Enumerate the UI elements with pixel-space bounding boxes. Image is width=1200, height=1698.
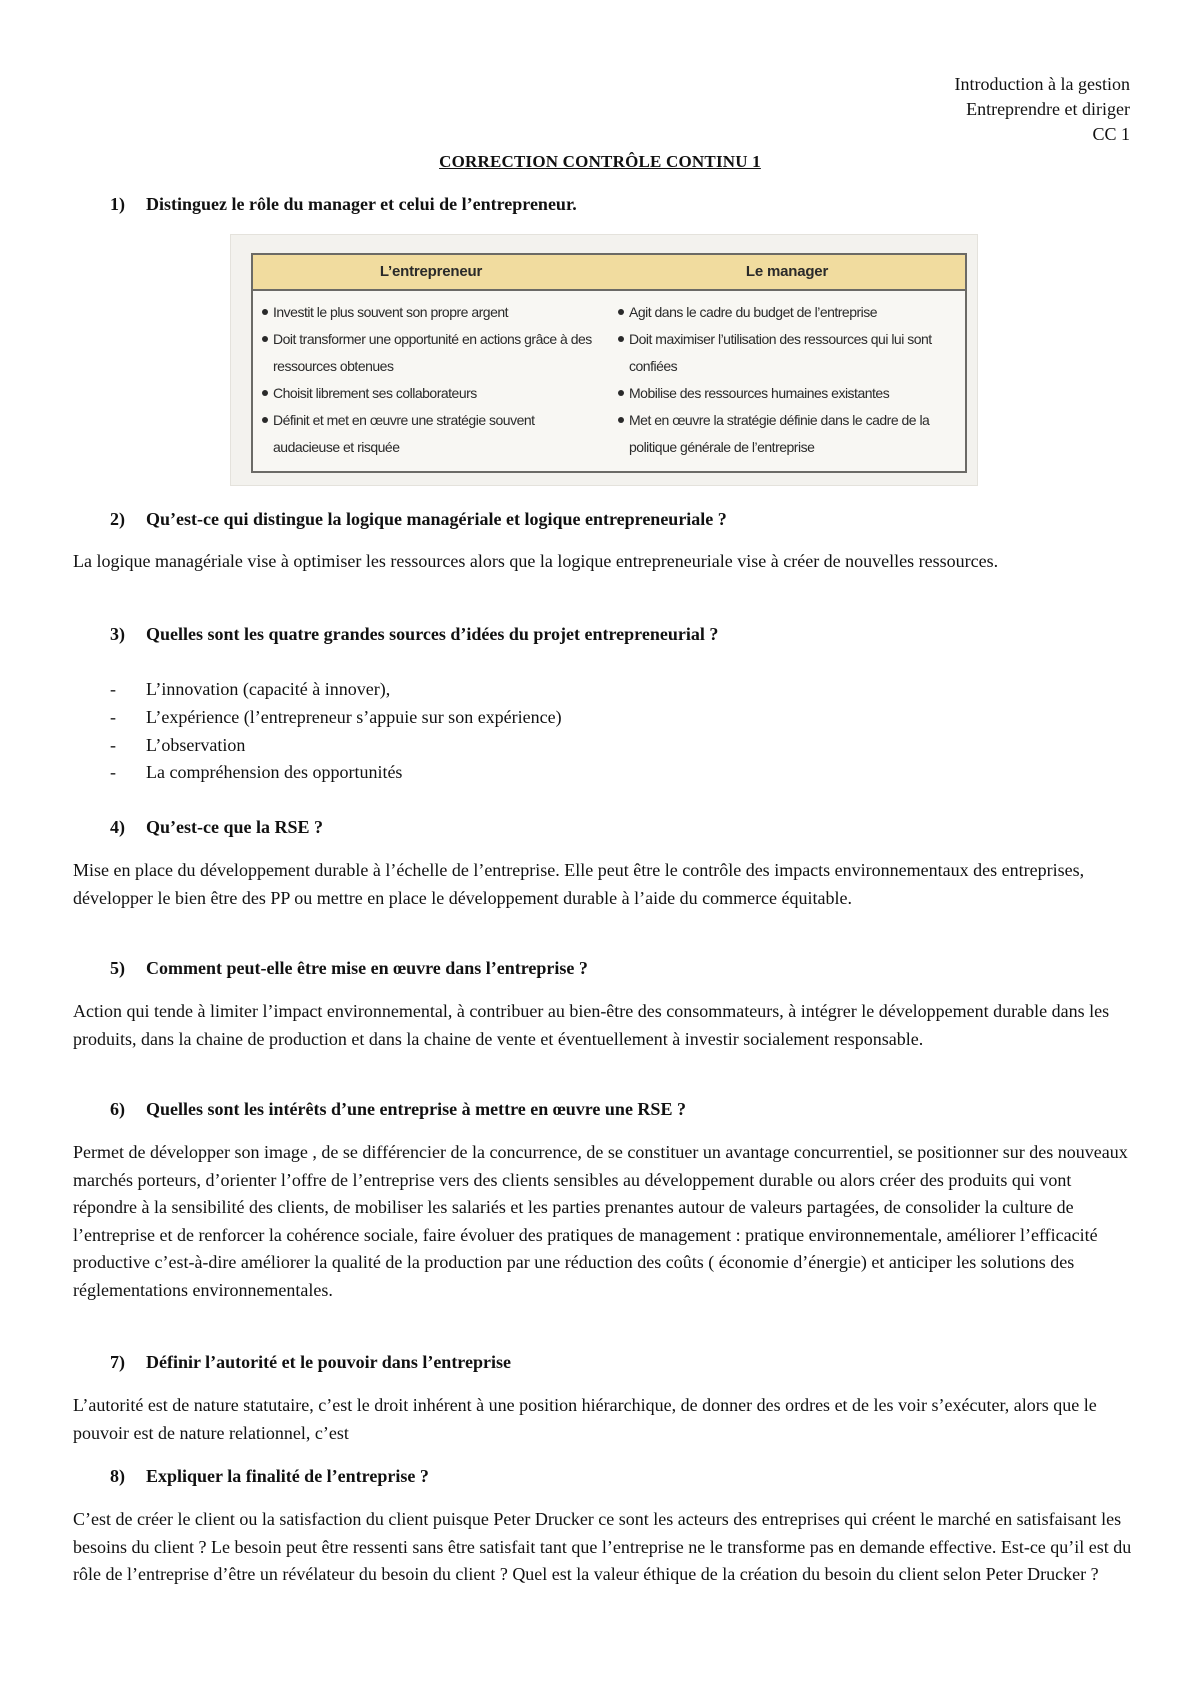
question-text: Comment peut-elle être mise en œuvre dans l’entreprise ? xyxy=(146,958,588,978)
table-header-manager: Le manager xyxy=(745,263,829,280)
list-dash: - xyxy=(110,762,116,783)
table-cell: Investit le plus souvent son propre argent xyxy=(261,299,603,326)
question-text: Expliquer la finalité de l’entreprise ? xyxy=(146,1466,429,1486)
list-item-text: L’expérience (l’entrepreneur s’appuie sur son expérience) xyxy=(146,706,562,727)
question-5 xyxy=(110,956,588,980)
question-text: Distinguez le rôle du manager et celui de l’entrepreneur. xyxy=(146,194,577,214)
question-number: 3) xyxy=(110,624,125,644)
question-2 xyxy=(110,507,727,531)
question-text: Quelles sont les quatre grandes sources d’idées du projet entrepreneurial ? xyxy=(146,624,719,644)
question-1 xyxy=(110,192,577,216)
list-item-text: La compréhension des opportunités xyxy=(146,762,403,783)
table-cell: Doit maximiser l’utilisation des ressources qui lui sont confiées xyxy=(617,326,959,380)
list-dash: - xyxy=(110,679,116,699)
table-cell: Mobilise des ressources humaines existantes xyxy=(617,380,959,407)
question-7 xyxy=(110,1350,511,1374)
table-cell: Met en œuvre la stratégie définie dans le cadre de la politique générale de l’entreprise xyxy=(617,407,959,461)
list-item xyxy=(110,676,562,704)
list-item xyxy=(110,759,562,787)
answer-2: La logique managériale vise à optimiser les ressources alors que la logique entrepreneuriale vise à créer de nouvelles ressources. xyxy=(73,551,999,571)
table-cell: Choisit librement ses collaborateurs xyxy=(261,380,603,407)
entrepreneur-column xyxy=(253,299,609,461)
list-item-text: L’observation xyxy=(146,734,246,755)
answer-3-list xyxy=(110,676,562,787)
question-number: 1) xyxy=(110,194,125,214)
table-header-entrepreneur: L’entrepreneur xyxy=(379,263,483,280)
list-item xyxy=(110,704,562,732)
list-dash: - xyxy=(110,706,116,727)
answer-8: C’est de créer le client ou la satisfaction du client puisque Peter Drucker ce sont les acteurs des entreprises qui créent le marché en satisfaisant les besoins du client ? Le besoin peut être ressenti sans être satisfait tant que l’entreprise ne le transforme pas en demande effective. Est-ce qu’il est du rôle de l’entreprise d’être un révélateur du besoin du client ? Quel est la valeur éthique de la création du besoin du client selon Peter Drucker ? xyxy=(73,1509,1132,1584)
table-header-row xyxy=(253,255,965,291)
course-subtitle: Entreprendre et diriger xyxy=(966,99,1130,119)
question-number: 6) xyxy=(110,1099,125,1119)
comparison-table-image xyxy=(230,234,978,486)
question-number: 4) xyxy=(110,817,125,837)
question-text: Définir l’autorité et le pouvoir dans l’entreprise xyxy=(146,1352,511,1372)
question-number: 5) xyxy=(110,958,125,978)
document-title: CORRECTION CONTRÔLE CONTINU 1 xyxy=(439,152,761,171)
question-4 xyxy=(110,815,323,839)
manager-column xyxy=(609,299,965,461)
list-item xyxy=(110,732,562,760)
table-cell: Agit dans le cadre du budget de l’entreprise xyxy=(617,299,959,326)
table-cell: Définit et met en œuvre une stratégie souvent audacieuse et risquée xyxy=(261,407,603,461)
question-number: 8) xyxy=(110,1466,125,1486)
table-cell: Doit transformer une opportunité en actions grâce à des ressources obtenues xyxy=(261,326,603,380)
question-number: 7) xyxy=(110,1352,125,1372)
course-name: Introduction à la gestion xyxy=(954,74,1130,94)
answer-5: Action qui tende à limiter l’impact environnemental, à contribuer au bien-être des consommateurs, à intégrer le développement durable dans les produits, dans la chaine de production et dans la chaine de vente et éventuellement à investir socialement responsable. xyxy=(73,1001,1110,1049)
exam-code: CC 1 xyxy=(1092,124,1130,144)
answer-4: Mise en place du développement durable à l’échelle de l’entreprise. Elle peut être le contrôle des impacts environnementaux des entreprises, développer le bien être des PP ou mettre en place le développement durable à l’aide du commerce équitable. xyxy=(73,860,1085,908)
question-6 xyxy=(110,1097,686,1121)
list-dash: - xyxy=(110,734,116,755)
list-item-text: L’innovation (capacité à innover), xyxy=(146,679,391,699)
question-text: Qu’est-ce que la RSE ? xyxy=(146,817,323,837)
table-body xyxy=(253,291,965,461)
question-text: Qu’est-ce qui distingue la logique managériale et logique entrepreneuriale ? xyxy=(146,509,727,529)
comparison-table xyxy=(251,253,967,473)
question-text: Quelles sont les intérêts d’une entreprise à mettre en œuvre une RSE ? xyxy=(146,1099,686,1119)
question-3 xyxy=(110,622,718,646)
question-number: 2) xyxy=(110,509,125,529)
answer-6: Permet de développer son image , de se différencier de la concurrence, de se constituer un avantage concurrentiel, se positionner sur des nouveaux marchés porteurs, d’orienter l’offre de l’entreprise vers des clients sensibles au développement durable ou alors créer des produits qui vont répondre à la sensibilité des clients, de mobiliser les salariés et les parties prenantes autour de valeurs partagées, de consolider la culture de l’entreprise et de renforcer la cohérence sociale, faire évoluer des pratiques de management : pratique environnementale, améliorer l’efficacité productive c’est-à-dire améliorer la qualité de la production par une réduction des coûts ( économie d’énergie) et anticiper les solutions des réglementations environnementales. xyxy=(73,1142,1128,1300)
question-8 xyxy=(110,1464,429,1488)
document-header xyxy=(955,72,1130,147)
answer-7: L’autorité est de nature statutaire, c’est le droit inhérent à une position hiérarchique, de donner des ordres et de les voir s’exécuter, alors que le pouvoir est de nature relationnel, c’est xyxy=(73,1395,1097,1443)
